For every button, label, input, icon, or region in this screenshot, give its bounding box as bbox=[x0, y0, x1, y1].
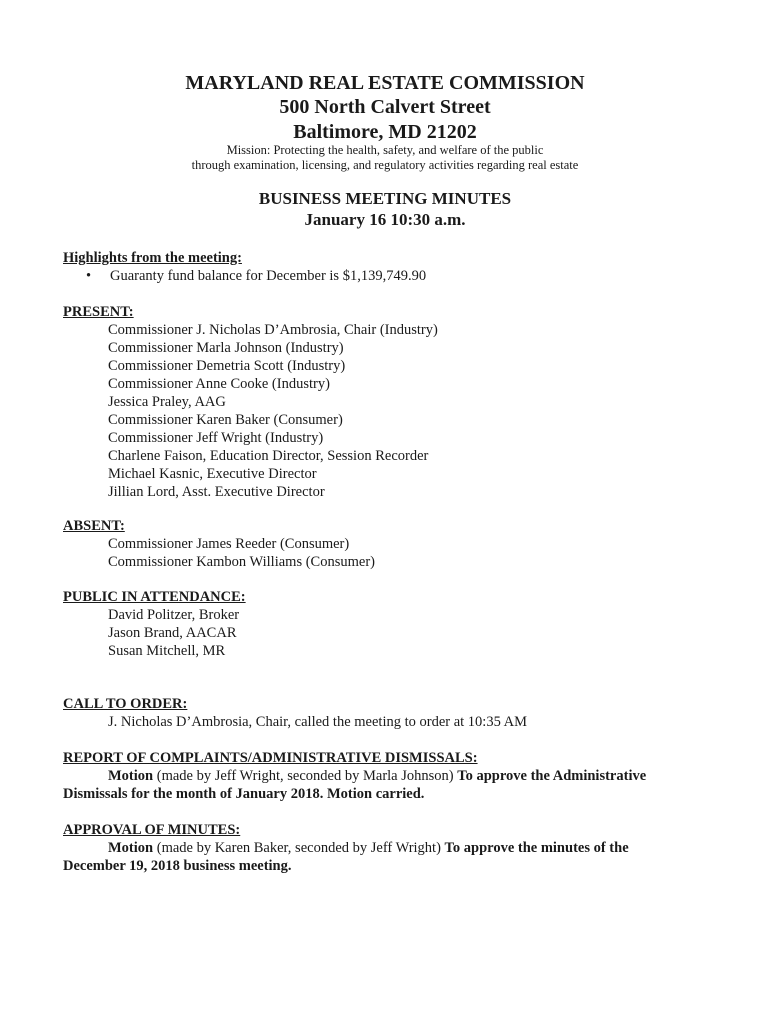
list-item: Susan Mitchell, MR bbox=[108, 643, 226, 659]
list-item: Commissioner J. Nicholas D’Ambrosia, Chair (Industry) bbox=[108, 322, 438, 338]
list-item: Jillian Lord, Asst. Executive Director bbox=[108, 484, 325, 500]
public-list bbox=[108, 606, 239, 660]
motion-text: To approve the minutes of the December 19, 2018 business meeting. bbox=[63, 840, 629, 874]
present-list bbox=[108, 321, 438, 501]
list-item: Jason Brand, AACAR bbox=[108, 625, 237, 641]
complaints-heading: REPORT OF COMPLAINTS/ADMINISTRATIVE DISMISSALS: bbox=[63, 750, 478, 766]
present-heading: PRESENT: bbox=[63, 304, 134, 320]
motion-text: To approve the Administrative Dismissals for the month of January 2018. Motion carried. bbox=[63, 768, 647, 802]
list-item: Commissioner Jeff Wright (Industry) bbox=[108, 430, 324, 446]
motion-detail: (made by Karen Baker, seconded by Jeff Wright) bbox=[153, 840, 445, 856]
list-item: Commissioner Karen Baker (Consumer) bbox=[108, 412, 343, 428]
list-item bbox=[84, 267, 426, 285]
public-heading: PUBLIC IN ATTENDANCE: bbox=[63, 589, 246, 605]
motion-detail: (made by Jeff Wright, seconded by Marla Johnson) bbox=[153, 768, 458, 784]
list-item: Commissioner Demetria Scott (Industry) bbox=[108, 358, 346, 374]
highlight-text: Guaranty fund balance for December is $1,139,749.90 bbox=[110, 268, 427, 284]
list-item: Michael Kasnic, Executive Director bbox=[108, 466, 317, 482]
absent-list bbox=[108, 535, 375, 571]
motion-label: Motion bbox=[108, 840, 154, 856]
highlights-heading: Highlights from the meeting: bbox=[63, 250, 242, 266]
list-item: Charlene Faison, Education Director, Session Recorder bbox=[108, 448, 429, 464]
document-title: BUSINESS MEETING MINUTES bbox=[258, 189, 512, 208]
bullet-icon: • bbox=[86, 268, 92, 284]
list-item: Commissioner Anne Cooke (Industry) bbox=[108, 376, 330, 392]
address-city: Baltimore, MD 21202 bbox=[293, 121, 477, 143]
approval-heading: APPROVAL OF MINUTES: bbox=[63, 822, 241, 838]
mission-line-1: Mission: Protecting the health, safety, and welfare of the public bbox=[226, 143, 544, 157]
address-street: 500 North Calvert Street bbox=[279, 96, 491, 118]
organization-name: MARYLAND REAL ESTATE COMMISSION bbox=[185, 72, 585, 94]
mission-line-2: through examination, licensing, and regulatory activities regarding real estate bbox=[191, 158, 579, 172]
highlights-list bbox=[84, 267, 426, 285]
list-item: David Politzer, Broker bbox=[108, 607, 240, 623]
list-item: Commissioner James Reeder (Consumer) bbox=[108, 536, 350, 552]
meeting-date: January 16 10:30 a.m. bbox=[304, 210, 466, 229]
motion-label: Motion bbox=[108, 768, 154, 784]
list-item: Jessica Praley, AAG bbox=[108, 394, 226, 410]
complaints-motion bbox=[63, 767, 683, 803]
approval-motion bbox=[63, 839, 683, 875]
call-to-order-text: J. Nicholas D’Ambrosia, Chair, called the meeting to order at 10:35 AM bbox=[108, 714, 528, 730]
list-item: Commissioner Marla Johnson (Industry) bbox=[108, 340, 344, 356]
absent-heading: ABSENT: bbox=[63, 518, 125, 534]
call-to-order-heading: CALL TO ORDER: bbox=[63, 696, 188, 712]
call-to-order-body bbox=[108, 713, 527, 731]
list-item: Commissioner Kambon Williams (Consumer) bbox=[108, 554, 375, 570]
